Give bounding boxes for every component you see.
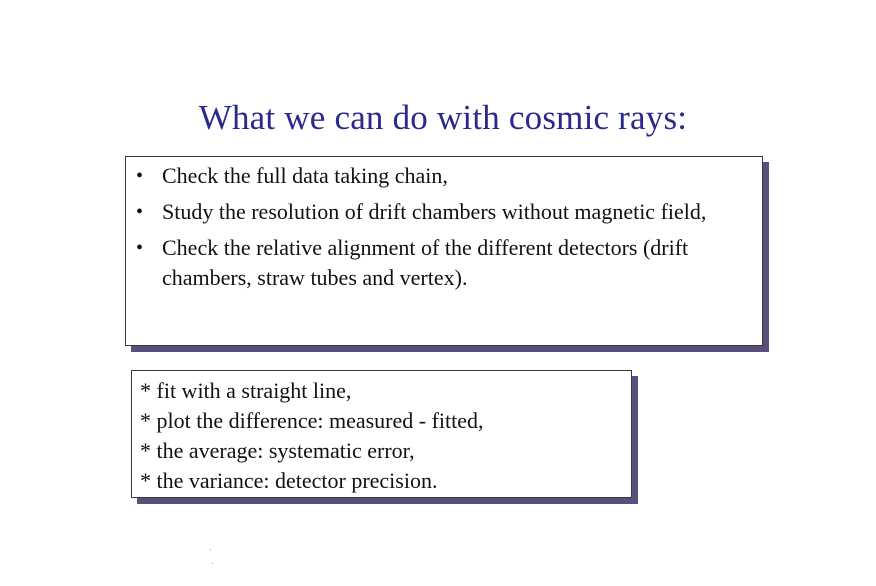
- bullet-icon: •: [136, 237, 144, 259]
- goals-list: [136, 161, 752, 299]
- goal-text: Check the full data taking chain,: [162, 163, 448, 188]
- scan-speck: [212, 563, 213, 564]
- bullet-icon: •: [136, 165, 144, 187]
- bullet-icon: •: [136, 201, 144, 223]
- method-step: * plot the difference: measured - fitted,: [140, 408, 484, 433]
- method-list: [140, 376, 484, 496]
- method-box: [131, 370, 632, 498]
- slide-title: What we can do with cosmic rays:: [198, 98, 688, 137]
- scan-speck: [210, 549, 211, 550]
- goal-text: Study the resolution of drift chambers without magnetic field,: [162, 199, 707, 224]
- goal-text: Check the relative alignment of the different detectors (drift chambers, straw tubes and vertex).: [162, 235, 689, 290]
- method-step: * the variance: detector precision.: [140, 468, 438, 493]
- goals-box: [125, 156, 763, 346]
- goal-item: [136, 197, 752, 227]
- goal-item: [136, 161, 752, 191]
- goal-item: [136, 233, 752, 293]
- method-step: * the average: systematic error,: [140, 438, 415, 463]
- method-step: * fit with a straight line,: [140, 378, 352, 403]
